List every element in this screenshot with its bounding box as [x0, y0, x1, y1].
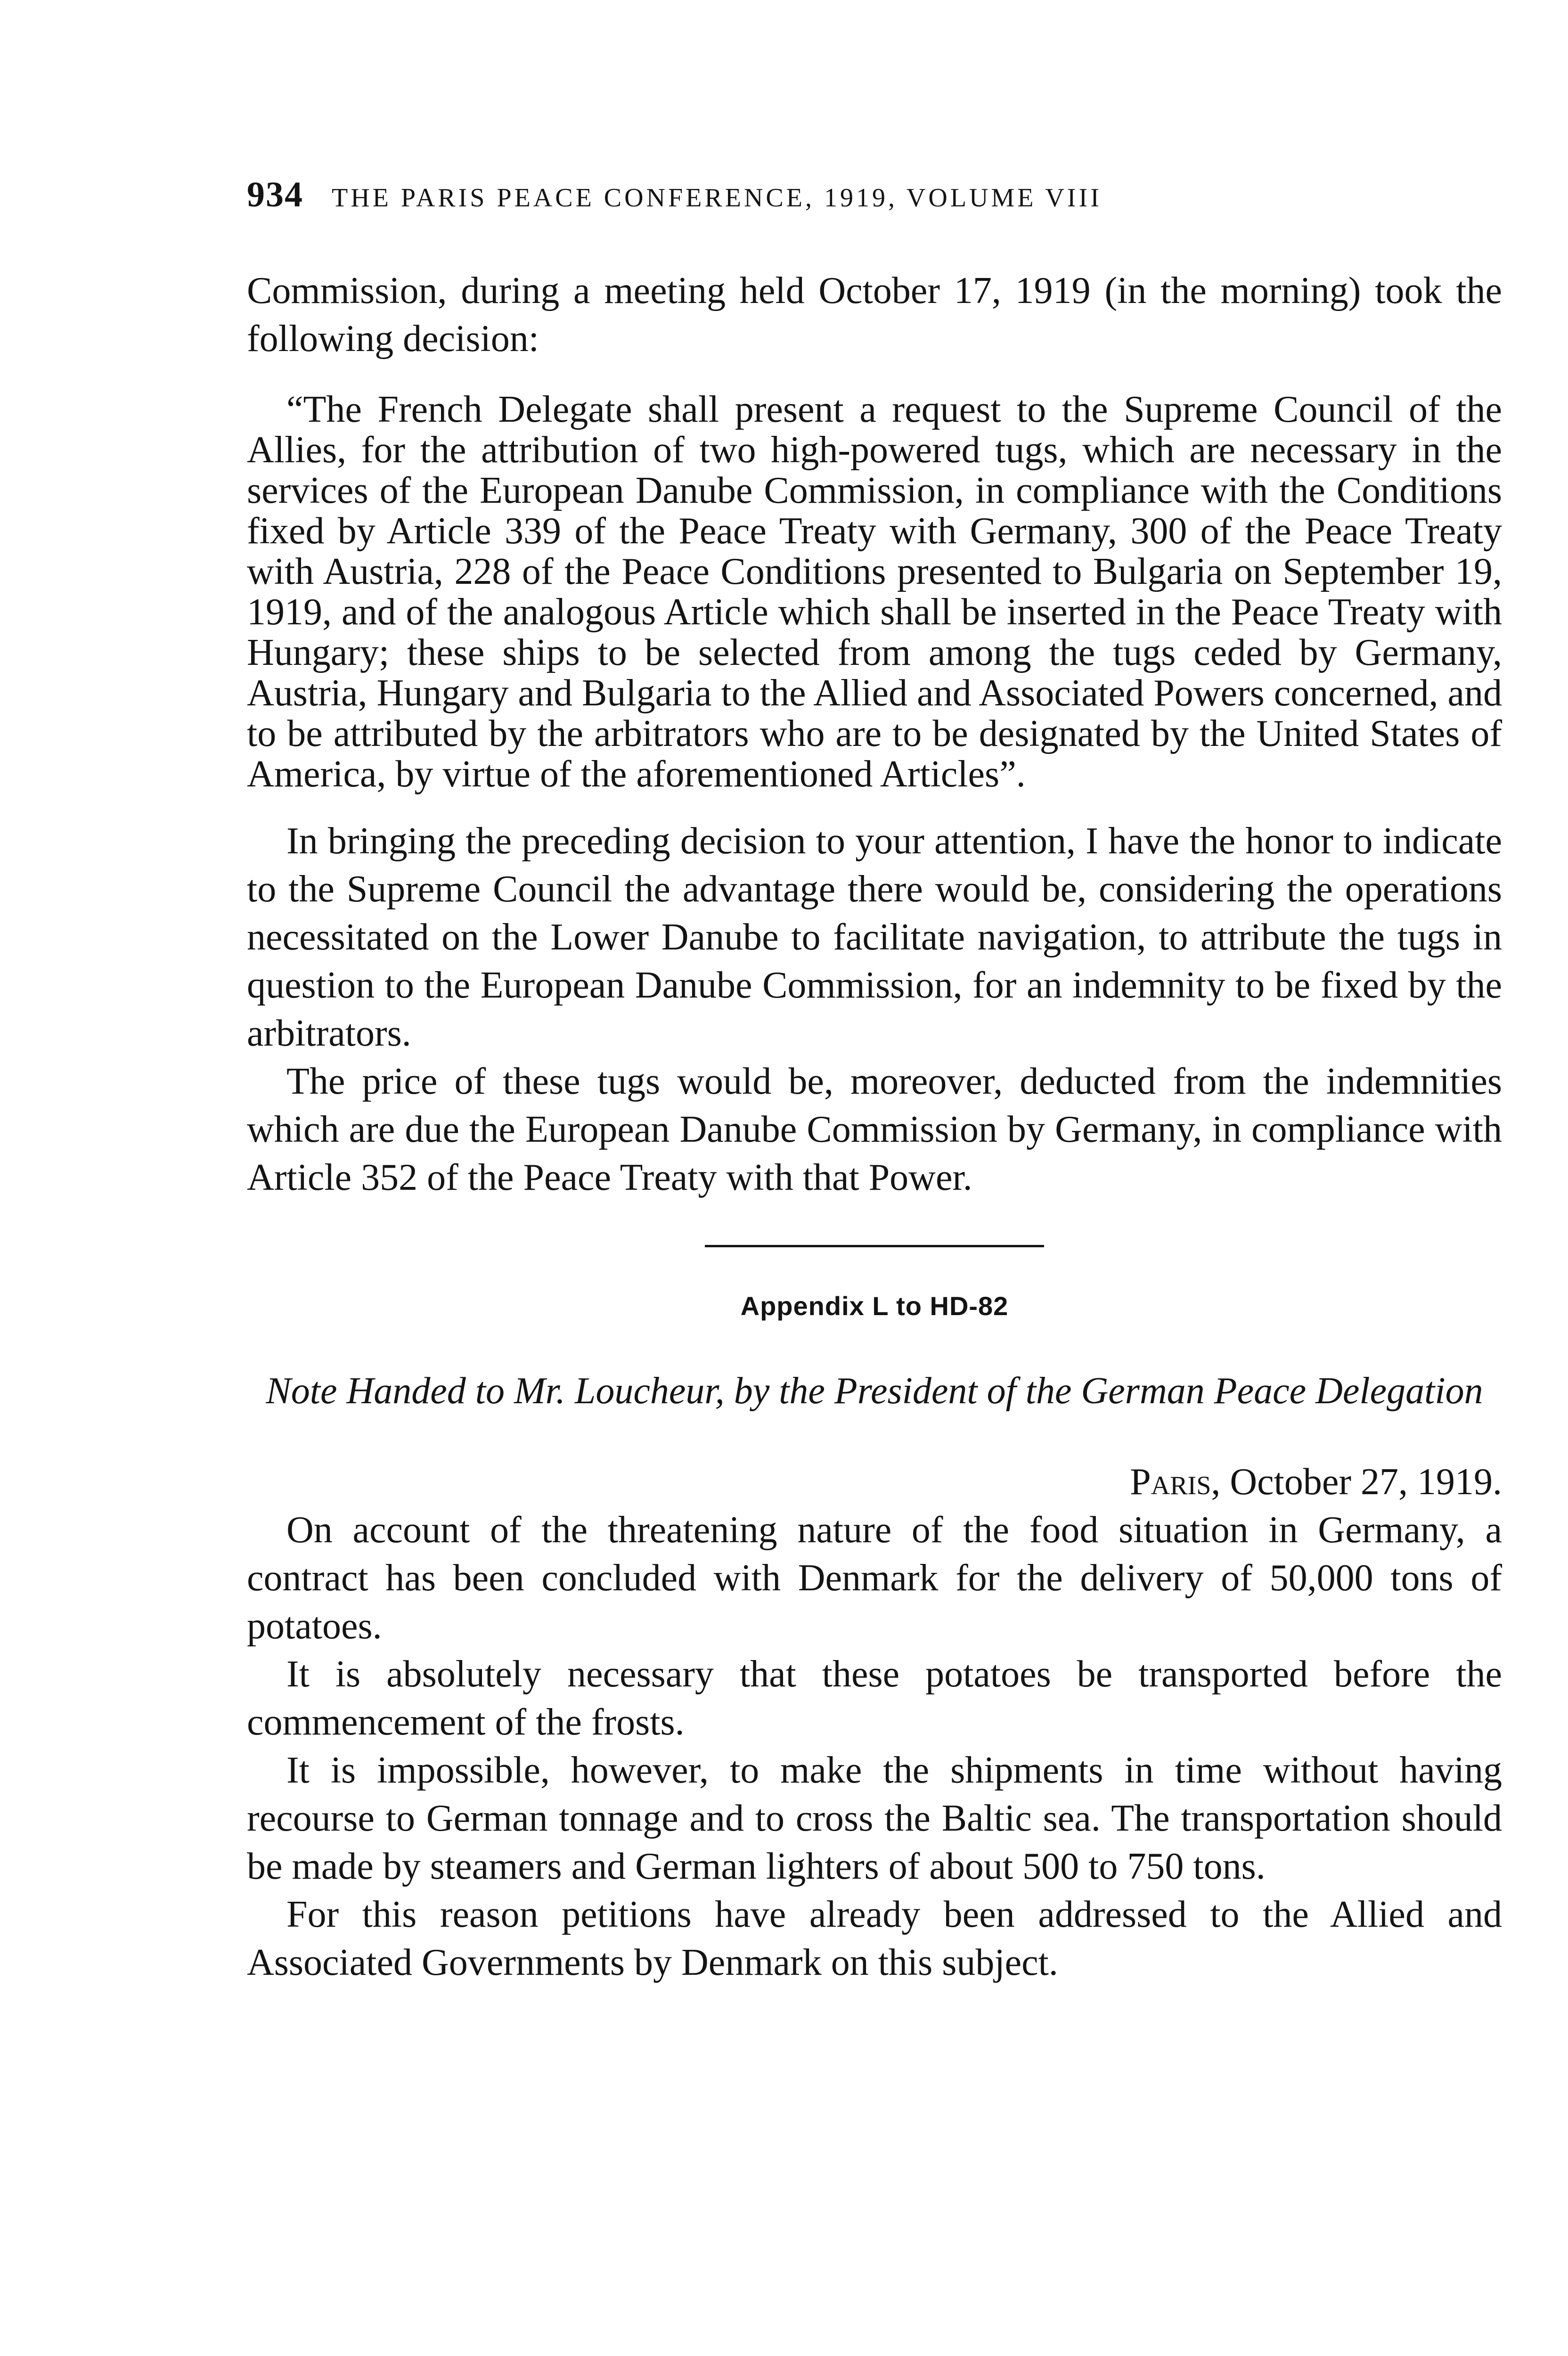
paragraph-german-tonnage: It is impossible, however, to make the shipments in time without having recourse to German tonnage and to cross the Baltic sea. The transportation should be made by steamers and German lighters of about 500 to 750 tons.: [247, 1750, 1502, 1887]
running-head: [247, 174, 1502, 231]
paragraph-supreme-council: In bringing the preceding decision to your attention, I have the honor to indicate to the Supreme Council the advantage there would be, considering the operations necessitated on the Lower Danube to facilitate navigation, to attribute the tugs in question to the European Danube Commission, for an indemnity to be fixed by the arbitrators.: [247, 820, 1502, 1054]
quoted-decision: “The French Delegate shall present a request to the Supreme Council of the Allies, for the attribution of two high-powered tugs, which are necessary in the services of the European Danube Commission, in compliance with the Conditions fixed by Article 339 of the Peace Treaty with Germany, 300 of the Peace Treaty with Austria, 228 of the Peace Conditions presented to Bulgaria on September 19, 1919, and of the analogous Article which shall be inserted in the Peace Treaty with Hungary; these ships to be selected from among the tugs ceded by Germany, Austria, Hungary and Bulgaria to the Allied and Associated Powers concerned, and to be attributed by the arbitrators who are to be designated by the United States of America, by virtue of the aforementioned Articles”.: [247, 389, 1502, 795]
dateline-place: Paris,: [1130, 1461, 1221, 1503]
section-divider: [705, 1245, 1044, 1247]
dateline: [247, 1458, 1502, 1506]
appendix-heading: Appendix L to HD-82: [740, 1291, 1009, 1321]
paragraph-price-of-tugs: The price of these tugs would be, moreover, deducted from the indemnities which are due the European Danube Commission by Germany, in compliance with Article 352 of the Peace Treaty with that Power.: [247, 1061, 1502, 1198]
page-number: 934: [247, 175, 303, 214]
note-title: Note Handed to Mr. Loucheur, by the President of the German Peace Delegation: [266, 1370, 1483, 1412]
paragraph-food-situation: On account of the threatening nature of the food situation in Germany, a contract has been concluded with Denmark for the delivery of 50,000 tons of potatoes.: [247, 1509, 1502, 1647]
page-content: [247, 170, 1502, 1987]
paragraph-petitions: For this reason petitions have already been addressed to the Allied and Associated Governments by Denmark on this subject.: [247, 1894, 1502, 1983]
paragraph-commission-decision: Commission, during a meeting held October 17, 1919 (in the morning) took the following decision:: [247, 270, 1502, 360]
dateline-date: October 27, 1919.: [1230, 1461, 1502, 1503]
paragraph-transport-before-frosts: It is absolutely necessary that these potatoes be transported before the commencement of the frosts.: [247, 1653, 1502, 1743]
running-title: THE PARIS PEACE CONFERENCE, 1919, VOLUME VIII: [332, 183, 1102, 213]
